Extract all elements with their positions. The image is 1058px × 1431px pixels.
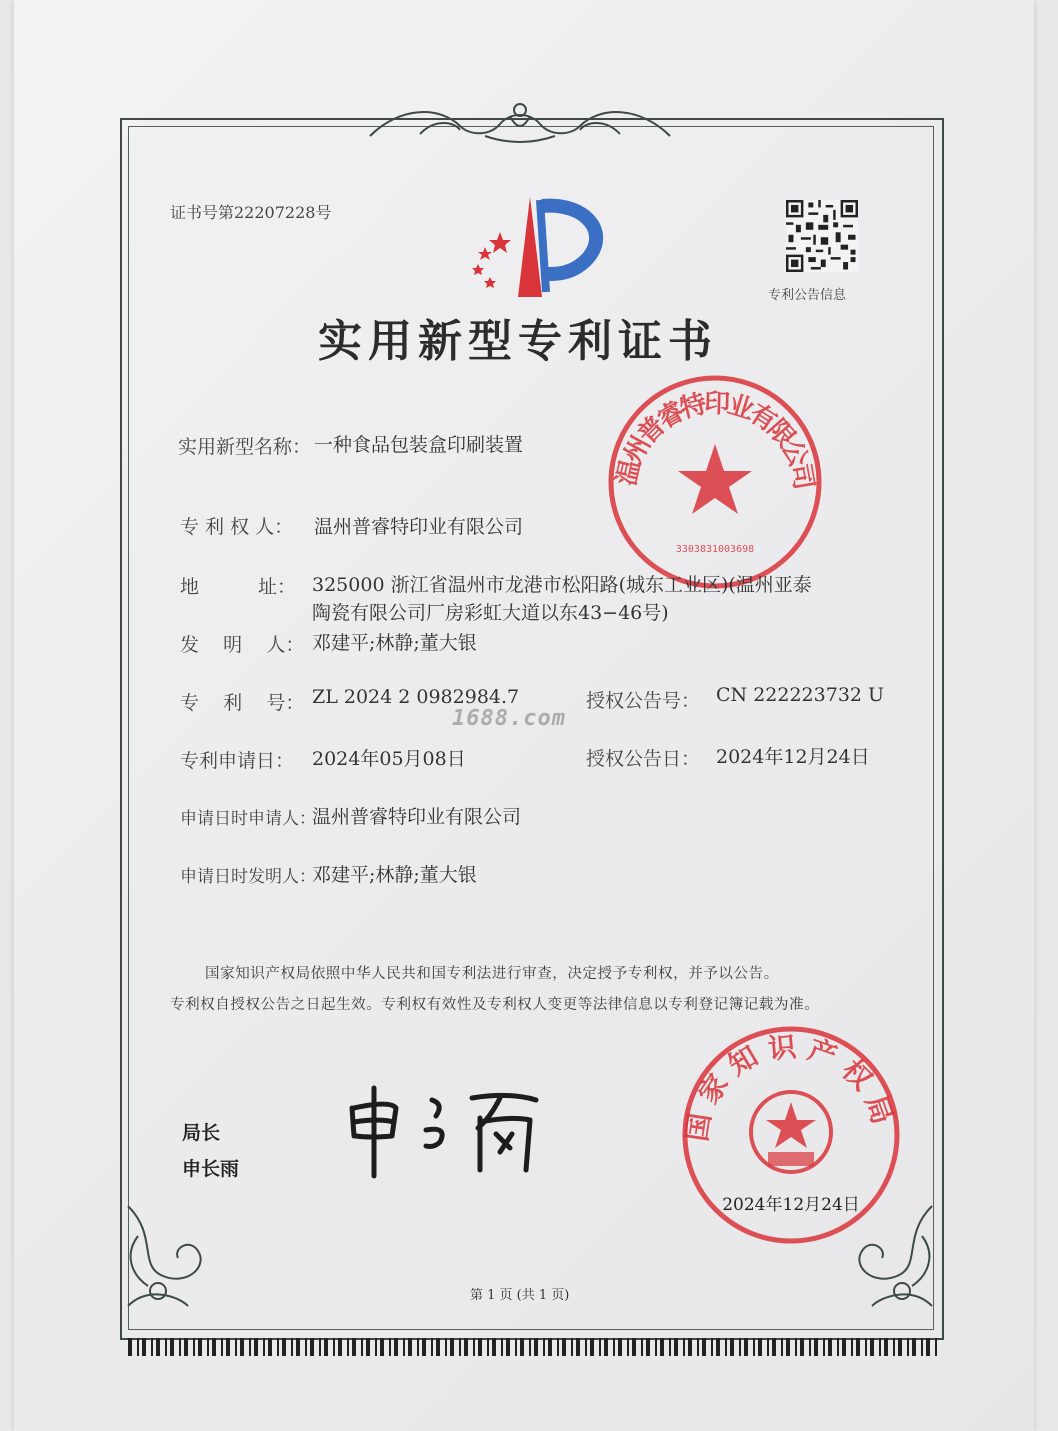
value-grant-publication-number: CN 222223732 U	[716, 684, 885, 706]
svg-text:2024年12月24日: 2024年12月24日	[722, 1195, 860, 1215]
office-seal	[680, 1024, 902, 1246]
label-inventor-at-filing: 申请日时发明人：	[180, 867, 316, 887]
barcode	[128, 1338, 938, 1356]
signature-title: 局长	[182, 1122, 221, 1144]
value-patent-number: ZL 2024 2 0982984.7	[312, 686, 520, 708]
value-inventor: 邓建平;林静;董大银	[312, 632, 477, 654]
notice-line-2: 专利权自授权公告之日起生效。专利权有效性及专利权人变更等法律信息以专利登记簿记载为准。	[170, 997, 820, 1013]
company-seal	[605, 372, 825, 592]
label-patent-number: 专 利 号：	[180, 692, 305, 714]
svg-text:温州普睿特印业有限公司: 温州普睿特印业有限公司	[611, 388, 819, 493]
label-utility-model-name: 实用新型名称：	[178, 436, 312, 458]
cnipa-logo	[460, 192, 610, 302]
qr-code[interactable]	[786, 200, 858, 272]
watermark: 1688.com	[452, 706, 566, 731]
certificate-number: 证书号第22207228号	[170, 203, 332, 222]
top-ornament	[360, 96, 680, 148]
corner-ornament-left	[118, 1196, 228, 1316]
label-grant-publication-number: 授权公告号：	[586, 690, 701, 712]
qr-caption: 专利公告信息	[768, 288, 847, 303]
certificate-title: 实用新型专利证书	[318, 316, 718, 367]
label-address-a: 地	[180, 576, 200, 598]
label-grant-publication-date: 授权公告日：	[586, 748, 701, 770]
label-inventor: 发 明 人：	[180, 634, 305, 656]
label-applicant-at-filing: 申请日时申请人：	[180, 809, 316, 829]
notice-line-1: 国家知识产权局依照中华人民共和国专利法进行审查，决定授予专利权，并予以公告。	[205, 966, 779, 982]
svg-text:3303831003698: 3303831003698	[675, 544, 755, 555]
value-applicant-at-filing: 温州普睿特印业有限公司	[312, 806, 522, 828]
signature-name: 申长雨	[182, 1158, 240, 1180]
label-patentee: 专 利 权 人：	[180, 516, 294, 538]
page-label: 第 1 页 (共 1 页)	[470, 1288, 570, 1303]
value-address-line1: 325000 浙江省温州市龙港市松阳路(城东工业区)(温州亚泰	[312, 574, 812, 596]
handwritten-signature	[340, 1078, 550, 1182]
value-patentee: 温州普睿特印业有限公司	[314, 516, 524, 538]
value-inventor-at-filing: 邓建平;林静;董大银	[312, 864, 477, 886]
svg-text:国家知识产权局: 国家知识产权局	[680, 1030, 900, 1144]
label-filing-date: 专利申请日：	[180, 750, 295, 772]
value-filing-date: 2024年05月08日	[312, 748, 466, 770]
label-address-b: 址：	[258, 576, 297, 598]
value-utility-model-name: 一种食品包装盒印刷装置	[314, 434, 524, 456]
value-address-line2: 陶瓷有限公司厂房彩虹大道以东43−46号)	[312, 602, 669, 624]
value-grant-publication-date: 2024年12月24日	[716, 746, 870, 768]
